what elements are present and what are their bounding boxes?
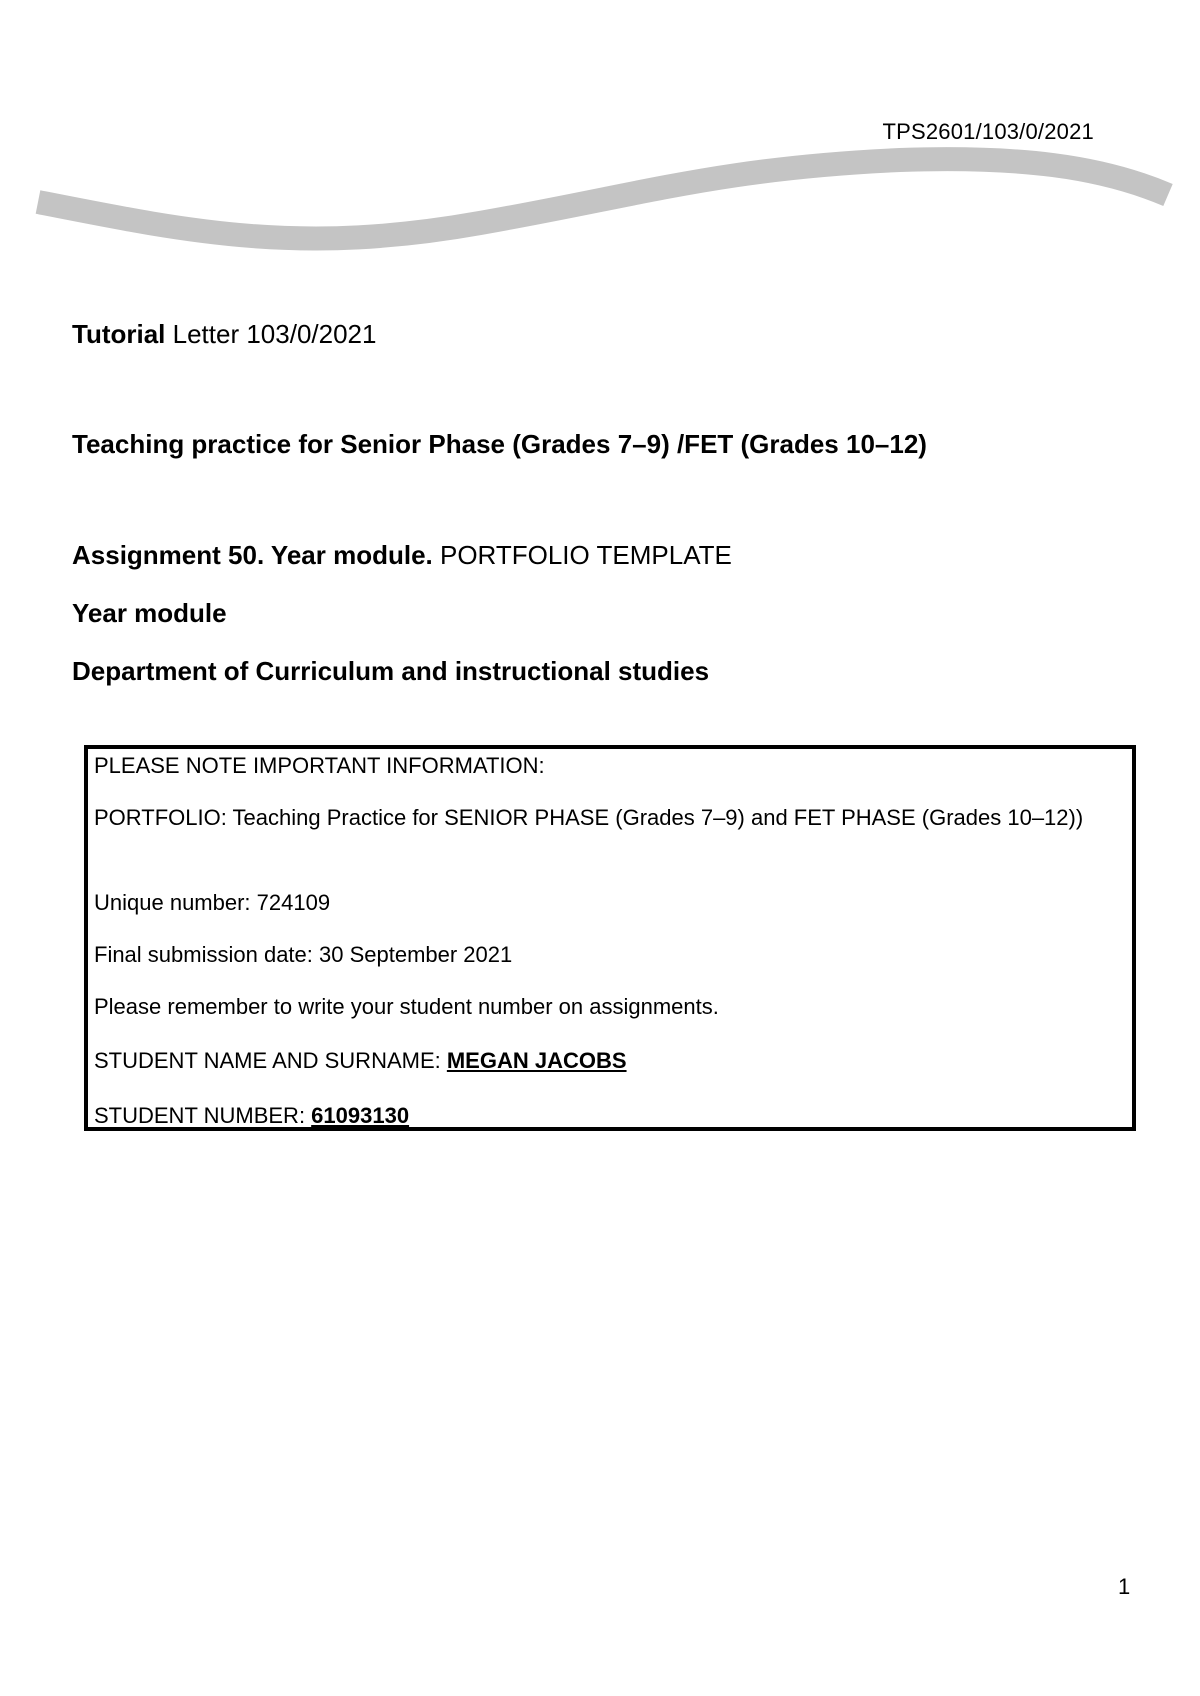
course-title-text: Teaching practice for Senior Phase (Grades 7–9) /FET (Grades 10–12) bbox=[72, 429, 927, 459]
student-name-label: STUDENT NAME AND SURNAME: bbox=[94, 1048, 447, 1073]
student-name-value: MEGAN JACOBS bbox=[446, 1048, 627, 1073]
info-heading: PLEASE NOTE IMPORTANT INFORMATION: bbox=[94, 753, 545, 778]
unique-number: Unique number: 724109 bbox=[94, 890, 331, 915]
student-number-label: STUDENT NUMBER: bbox=[94, 1103, 312, 1128]
page-number: 1 bbox=[1118, 1574, 1131, 1599]
wave-stroke bbox=[38, 159, 1168, 238]
module-type: Year module bbox=[72, 598, 227, 628]
portfolio-description: PORTFOLIO: Teaching Practice for SENIOR PHASE (Grades 7–9) and FET PHASE (Grades 10–12)) bbox=[94, 805, 1084, 830]
tutorial-title-rest: Letter 103/0/2021 bbox=[165, 319, 377, 349]
student-name-row bbox=[94, 1046, 1120, 1076]
assignment-title-rest: PORTFOLIO TEMPLATE bbox=[432, 540, 732, 570]
tutorial-title-bold: Tutorial bbox=[72, 319, 166, 349]
department-name: Department of Curriculum and instructional studies bbox=[72, 656, 710, 686]
assignment-title bbox=[72, 540, 732, 571]
document-code: TPS2601/103/0/2021 bbox=[882, 119, 1094, 144]
submission-date: Final submission date: 30 September 2021 bbox=[94, 942, 513, 967]
student-number-reminder: Please remember to write your student number on assignments. bbox=[94, 994, 719, 1019]
tutorial-letter-title bbox=[72, 319, 376, 350]
decorative-wave-banner bbox=[0, 140, 1200, 270]
student-number-value: 61093130 bbox=[311, 1103, 410, 1128]
assignment-title-bold: Assignment 50. Year module. bbox=[72, 540, 433, 570]
student-number-row bbox=[94, 1101, 1120, 1131]
course-title bbox=[72, 429, 927, 460]
important-information-box bbox=[84, 745, 1136, 1131]
